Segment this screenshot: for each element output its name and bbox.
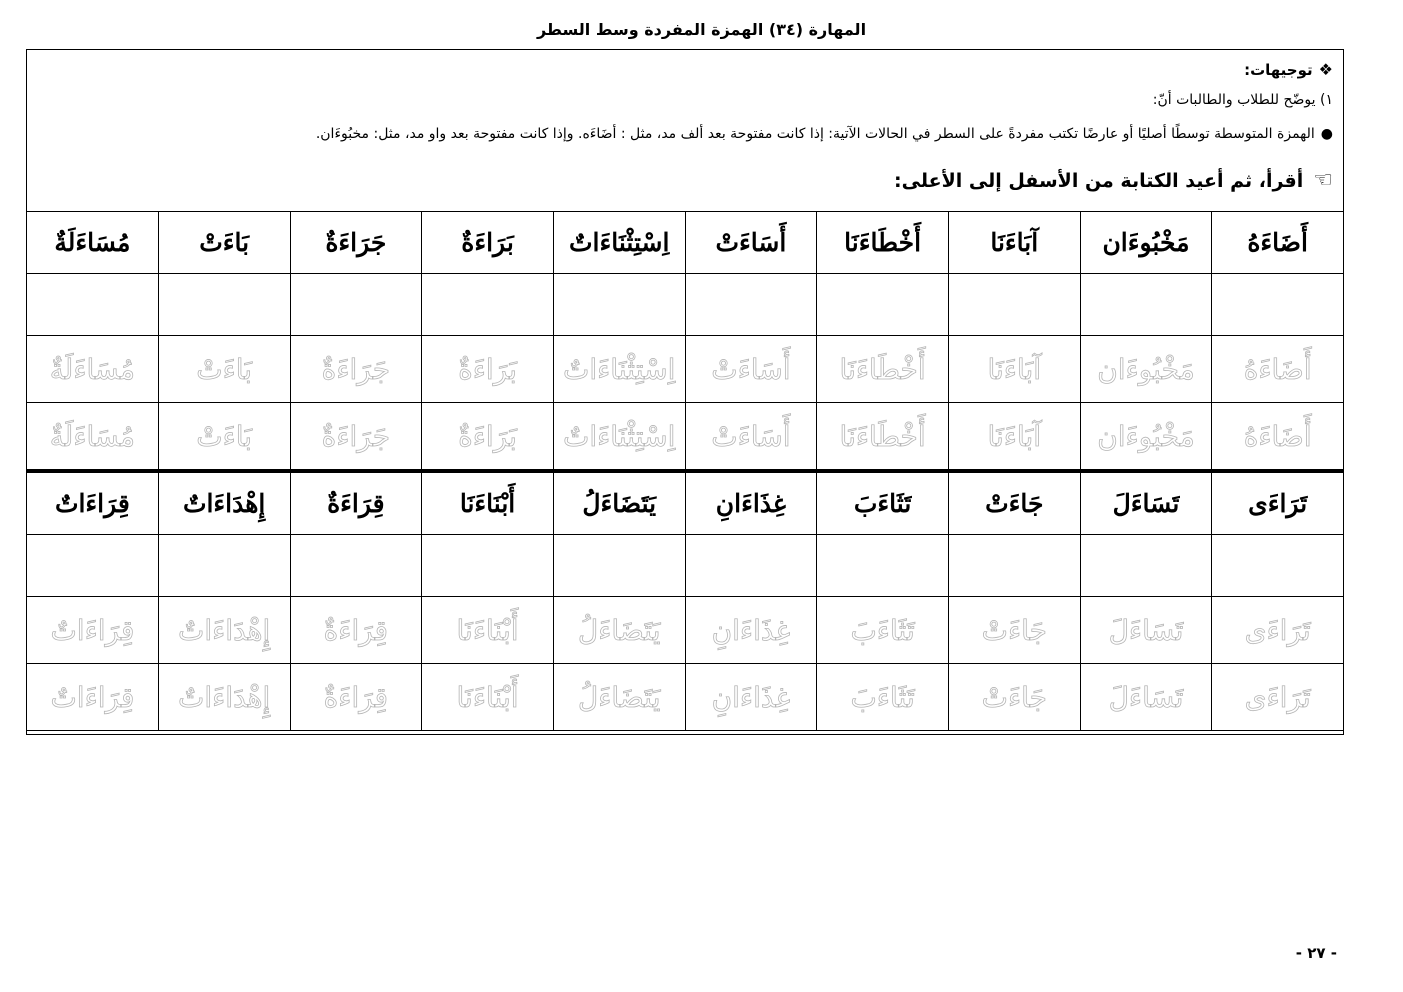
- trace-row-1b: [27, 403, 1344, 472]
- model-word: آبَاءَنَا: [948, 212, 1080, 274]
- trace-word[interactable]: أَضَاءَهُ: [1212, 336, 1344, 403]
- exercise-prompt-text: أقرأ، ثم أعيد الكتابة من الأسفل إلى الأعلى:: [894, 169, 1304, 192]
- writing-cell[interactable]: [27, 535, 159, 597]
- trace-word[interactable]: بَرَاءَةٌ: [422, 336, 554, 403]
- instructions-block: [37, 56, 1333, 144]
- writing-cell[interactable]: [1080, 274, 1212, 336]
- trace-word[interactable]: غِذَاءَانِ: [685, 597, 817, 664]
- trace-word[interactable]: آبَاءَنَا: [948, 403, 1080, 472]
- trace-word[interactable]: اِسْتِثْنَاءَاتٌ: [553, 336, 685, 403]
- model-word: بَرَاءَةٌ: [422, 212, 554, 274]
- trace-row-2b: [27, 664, 1344, 731]
- practice-grid: [26, 211, 1344, 731]
- pointing-hand-icon: ☜: [1313, 168, 1333, 193]
- model-word: جَرَاءَةٌ: [290, 212, 422, 274]
- trace-word[interactable]: تَسَاءَلَ: [1080, 664, 1212, 731]
- trace-word[interactable]: اِسْتِثْنَاءَاتٌ: [553, 403, 685, 472]
- trace-word[interactable]: قِرَاءَةٌ: [290, 597, 422, 664]
- model-word: تَثَاءَبَ: [817, 471, 949, 535]
- writing-cell[interactable]: [158, 535, 290, 597]
- writing-cell[interactable]: [422, 535, 554, 597]
- trace-word[interactable]: جَاءَتْ: [948, 664, 1080, 731]
- model-word: أَخْطَاءَنَا: [817, 212, 949, 274]
- trace-word[interactable]: أَسَاءَتْ: [685, 403, 817, 472]
- writing-cell[interactable]: [1212, 274, 1344, 336]
- writing-cell[interactable]: [422, 274, 554, 336]
- model-word: إِهْدَاءَاتٌ: [158, 471, 290, 535]
- trace-word[interactable]: غِذَاءَانِ: [685, 664, 817, 731]
- instructions-heading: [37, 60, 1333, 80]
- trace-word[interactable]: جَرَاءَةٌ: [290, 336, 422, 403]
- writing-cell[interactable]: [817, 535, 949, 597]
- model-word: يَتَضَاءَلُ: [553, 471, 685, 535]
- trace-word[interactable]: أَبْنَاءَنَا: [422, 664, 554, 731]
- model-word: مُسَاءَلَةٌ: [27, 212, 159, 274]
- trace-word[interactable]: بَاءَتْ: [158, 403, 290, 472]
- model-word: بَاءَتْ: [158, 212, 290, 274]
- writing-cell[interactable]: [27, 274, 159, 336]
- trace-word[interactable]: أَضَاءَهُ: [1212, 403, 1344, 472]
- blank-row-1: [27, 274, 1344, 336]
- instructions-rule: [37, 124, 1333, 144]
- writing-cell[interactable]: [290, 535, 422, 597]
- trace-word[interactable]: قِرَاءَاتٌ: [27, 597, 159, 664]
- writing-cell[interactable]: [685, 535, 817, 597]
- trace-word[interactable]: إِهْدَاءَاتٌ: [158, 597, 290, 664]
- writing-cell[interactable]: [1212, 535, 1344, 597]
- trace-word[interactable]: يَتَضَاءَلُ: [553, 664, 685, 731]
- writing-cell[interactable]: [685, 274, 817, 336]
- model-word: قِرَاءَاتٌ: [27, 471, 159, 535]
- model-word: غِذَاءَانِ: [685, 471, 817, 535]
- trace-word[interactable]: أَسَاءَتْ: [685, 336, 817, 403]
- writing-cell[interactable]: [158, 274, 290, 336]
- model-row-1: [27, 212, 1344, 274]
- instructions-line-1: ١) يوضّح للطلاب والطالبات أنّ:: [1152, 92, 1333, 108]
- diamond-bullet-icon: ❖: [1318, 60, 1333, 79]
- model-word: تَسَاءَلَ: [1080, 471, 1212, 535]
- trace-word[interactable]: يَتَضَاءَلُ: [553, 597, 685, 664]
- trace-word[interactable]: بَرَاءَةٌ: [422, 403, 554, 472]
- model-word: أَسَاءَتْ: [685, 212, 817, 274]
- trace-word[interactable]: إِهْدَاءَاتٌ: [158, 664, 290, 731]
- trace-word[interactable]: بَاءَتْ: [158, 336, 290, 403]
- exercise-prompt: [894, 168, 1333, 193]
- trace-word[interactable]: تَرَاءَى: [1212, 597, 1344, 664]
- trace-word[interactable]: آبَاءَنَا: [948, 336, 1080, 403]
- page-title: المهارة (٣٤) الهمزة المفردة وسط السطر: [536, 20, 867, 39]
- model-word: تَرَاءَى: [1212, 471, 1344, 535]
- trace-word[interactable]: مُسَاءَلَةٌ: [27, 336, 159, 403]
- trace-word[interactable]: أَبْنَاءَنَا: [422, 597, 554, 664]
- trace-word[interactable]: جَاءَتْ: [948, 597, 1080, 664]
- trace-word[interactable]: جَرَاءَةٌ: [290, 403, 422, 472]
- trace-word[interactable]: تَثَاءَبَ: [817, 597, 949, 664]
- writing-cell[interactable]: [948, 535, 1080, 597]
- instructions-rule-text: الهمزة المتوسطة توسطًا أصليًا أو عارضًا تكتب مفردةً على السطر في الحالات الآتية: إذا كانت مفتوحة بعد ألف مد، مثل : أضَاءَه. وإذا كانت مفتوحة بعد واو مد، مثل: مخبُوءَان.: [315, 126, 1315, 142]
- model-word: مَخْبُوءَان: [1080, 212, 1212, 274]
- writing-cell[interactable]: [1080, 535, 1212, 597]
- trace-word[interactable]: أَخْطَاءَنَا: [817, 336, 949, 403]
- bullet-dot-icon: ●: [1320, 126, 1333, 142]
- instructions-heading-text: توجيهات:: [1244, 61, 1313, 79]
- model-word: جَاءَتْ: [948, 471, 1080, 535]
- writing-cell[interactable]: [948, 274, 1080, 336]
- model-word: أَبْنَاءَنَا: [422, 471, 554, 535]
- model-word: اِسْتِثْنَاءَاتٌ: [553, 212, 685, 274]
- trace-row-2a: [27, 597, 1344, 664]
- trace-word[interactable]: قِرَاءَةٌ: [290, 664, 422, 731]
- trace-word[interactable]: قِرَاءَاتٌ: [27, 664, 159, 731]
- writing-cell[interactable]: [553, 274, 685, 336]
- trace-word[interactable]: تَثَاءَبَ: [817, 664, 949, 731]
- page-number: - ٢٧ -: [1295, 944, 1337, 962]
- trace-row-1a: [27, 336, 1344, 403]
- model-word: أَضَاءَهُ: [1212, 212, 1344, 274]
- writing-cell[interactable]: [817, 274, 949, 336]
- model-row-2: [27, 471, 1344, 535]
- trace-word[interactable]: تَسَاءَلَ: [1080, 597, 1212, 664]
- writing-cell[interactable]: [290, 274, 422, 336]
- writing-cell[interactable]: [553, 535, 685, 597]
- trace-word[interactable]: مَخْبُوءَان: [1080, 403, 1212, 472]
- worksheet-frame: [26, 49, 1344, 735]
- blank-row-2: [27, 535, 1344, 597]
- trace-word[interactable]: مَخْبُوءَان: [1080, 336, 1212, 403]
- trace-word[interactable]: مُسَاءَلَةٌ: [27, 403, 159, 472]
- trace-word[interactable]: أَخْطَاءَنَا: [817, 403, 949, 472]
- trace-word[interactable]: تَرَاءَى: [1212, 664, 1344, 731]
- model-word: قِرَاءَةٌ: [290, 471, 422, 535]
